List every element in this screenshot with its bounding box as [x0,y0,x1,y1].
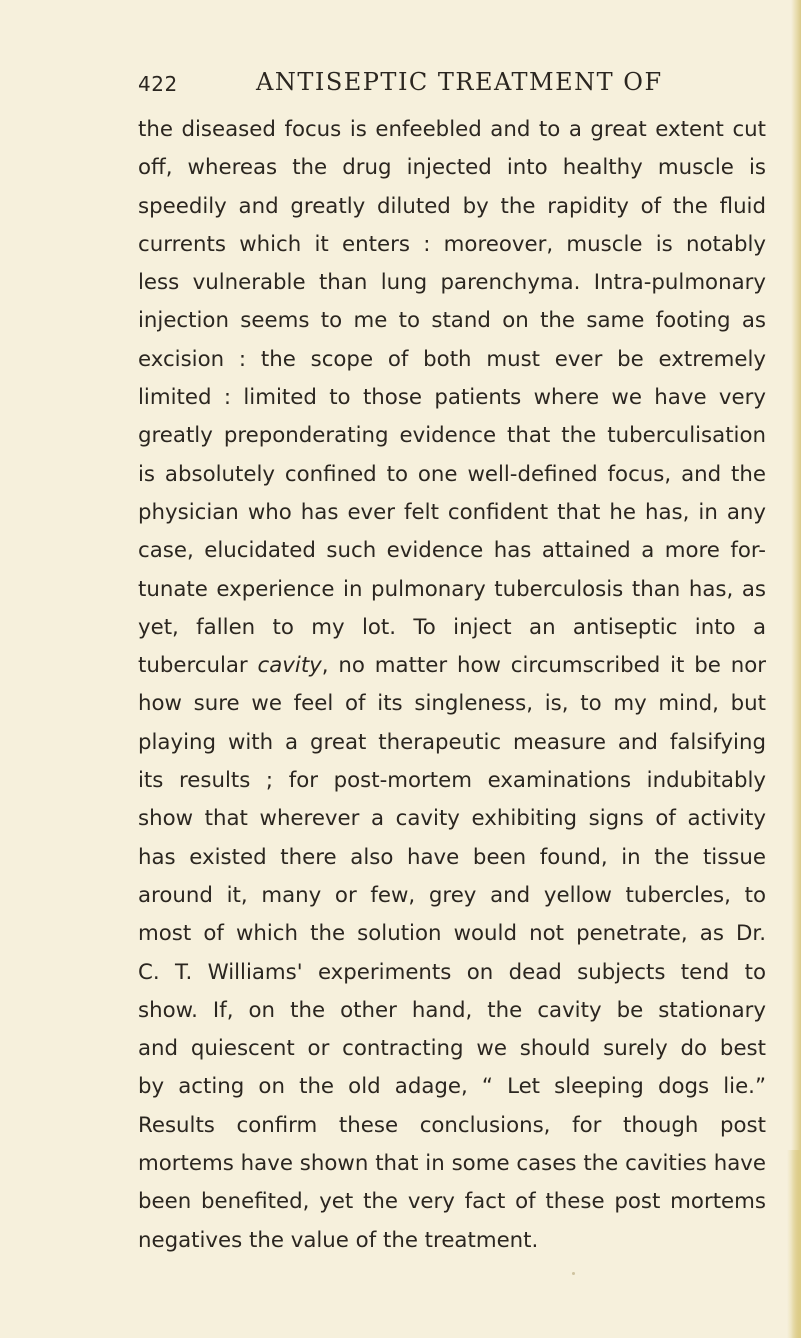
page-header [138,68,778,100]
text-fragment: tubercular [138,653,258,679]
text-line: currents which it enters : moreover, muscle is notably [138,231,766,257]
text-line: limited : limited to those patients where we have very [138,385,766,411]
text-line: excision : the scope of both must ever be extremely [138,346,766,372]
text-line: how sure we feel of its singleness, is, to my mind, but [138,691,766,717]
text-line: around it, many or few, grey and yellow tubercles, to [138,882,766,908]
text-line: speedily and greatly diluted by the rapidity of the fluid [138,193,766,219]
text-line: greatly preponderating evidence that the tuberculisation [138,423,766,449]
text-line: is absolutely confined to one well-defined focus, and the [138,461,766,487]
text-line: mortems have shown that in some cases the cavities have [138,1151,766,1177]
text-line-last: negatives the value of the treatment. [138,1227,539,1253]
text-line: C. T. Williams' experiments on dead subjects tend to [138,959,766,985]
text-fragment: , no matter how circumscribed it be nor [321,653,766,679]
text-line: off, whereas the drug injected into healthy muscle is [138,155,766,181]
text-line: and quiescent or contracting we should surely do best [138,1036,766,1062]
text-line: its results ; for post-mortem examinations indubitably [138,768,766,794]
running-title: ANTISEPTIC TREATMENT OF [256,68,663,96]
text-line: physician who has ever felt confident that he has, in any [138,499,766,525]
text-line: the diseased focus is enfeebled and to a great extent cut [138,117,766,142]
text-line: show that wherever a cavity exhibiting signs of activity [138,806,766,832]
text-line: injection seems to me to stand on the same footing as [138,308,766,334]
text-line: most of which the solution would not penetrate, as Dr. [138,921,766,947]
text-line: yet, fallen to my lot. To inject an antiseptic into a [138,614,766,640]
page-edge-stain [787,1150,801,1338]
text-line: been benefited, yet the very fact of these post mortems [138,1189,766,1215]
text-line: Results confirm these conclusions, for though post [138,1112,766,1138]
text-line: by acting on the old adage, “ Let sleeping dogs lie.” [138,1074,766,1100]
italic-word: cavity [257,653,322,679]
text-line: show. If, on the other hand, the cavity be stationary [138,997,766,1023]
body-text [138,111,766,1260]
paper-speck [572,1272,575,1275]
text-line: less vulnerable than lung parenchyma. Intra-pulmonary [138,270,766,296]
page-number: 422 [138,72,178,96]
text-line-with-italic [138,647,766,685]
text-line: has existed there also have been found, in the tissue [138,844,766,870]
text-line: playing with a great therapeutic measure and falsifying [138,729,766,755]
text-line: tunate experience in pulmonary tuberculosis than has, as [138,576,766,602]
page-edge-shadow [791,0,801,1338]
text-line: case, elucidated such evidence has attained a more for- [138,538,766,564]
